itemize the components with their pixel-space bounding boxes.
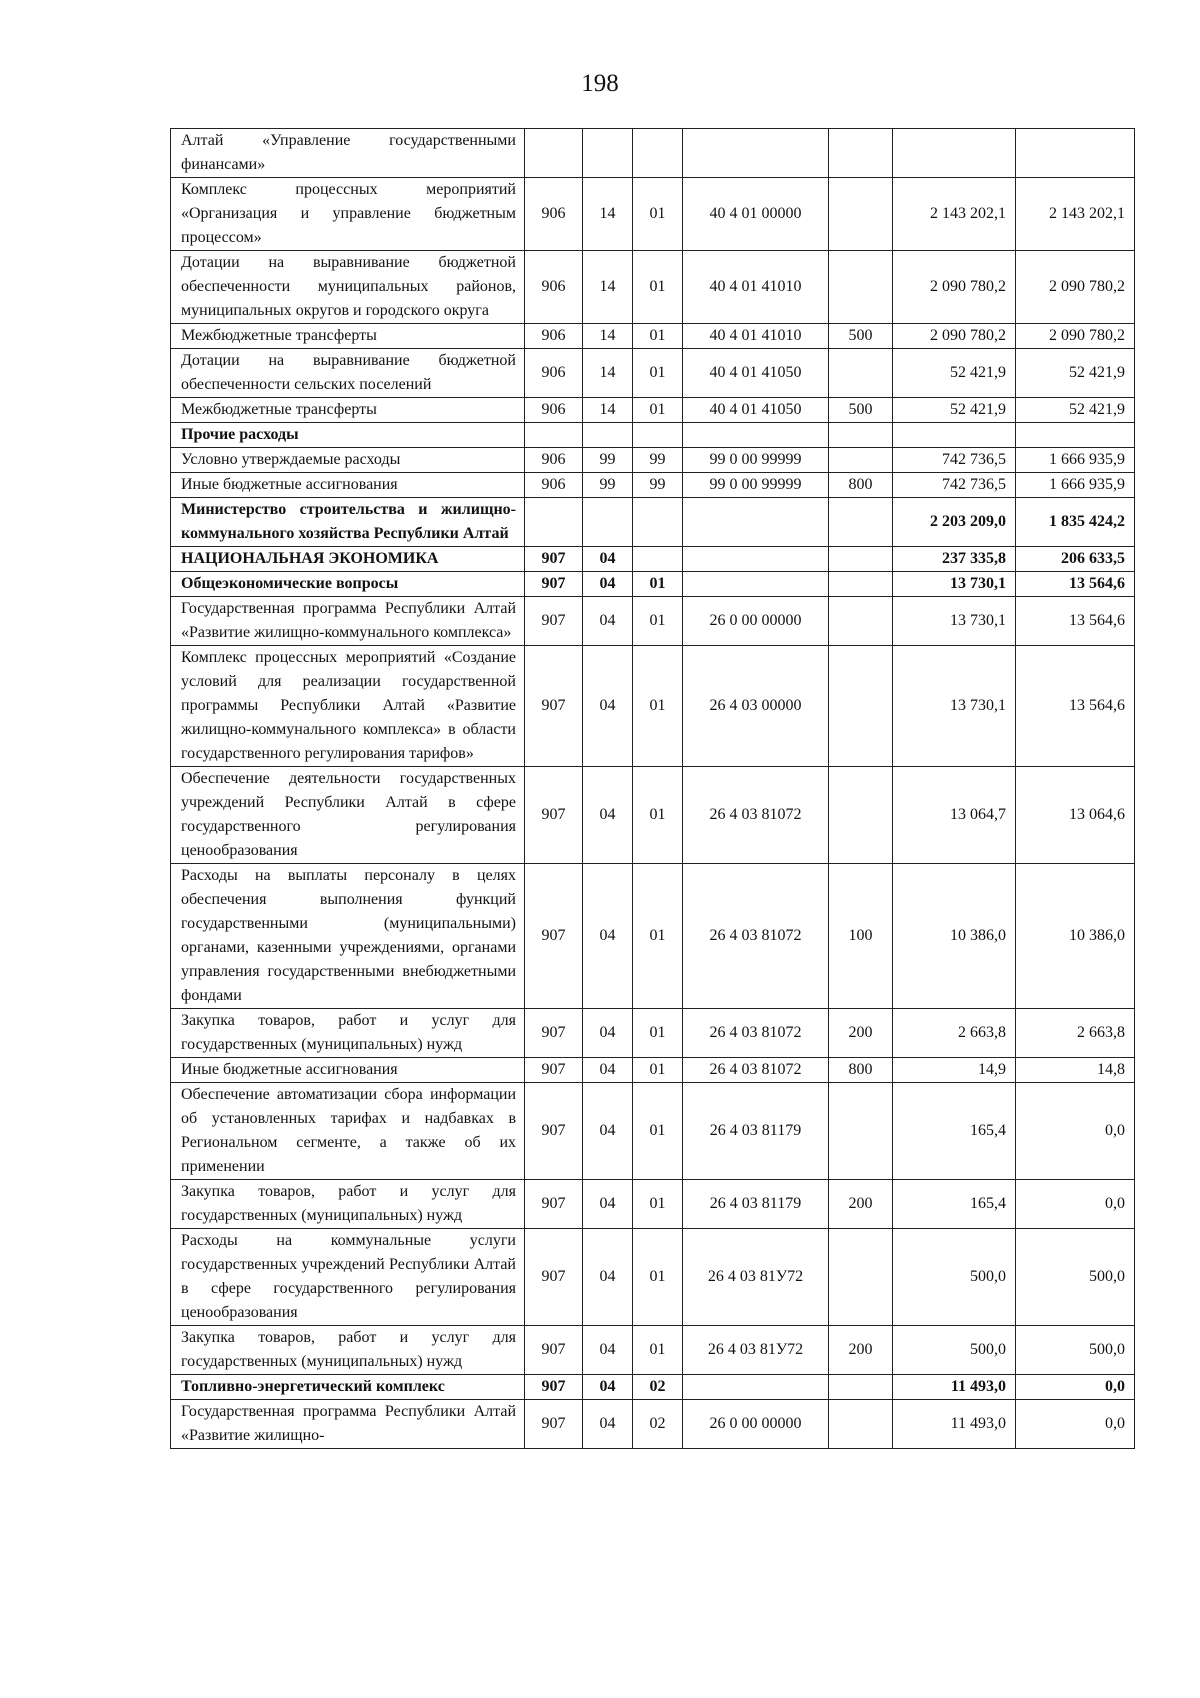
code-subsection: [633, 129, 683, 178]
code-grbs: 906: [525, 251, 583, 324]
code-expense-type: [829, 646, 893, 767]
table-row: [171, 1400, 1135, 1449]
code-section: 04: [583, 1229, 633, 1326]
code-section: 14: [583, 251, 633, 324]
amount-year-2: 0,0: [1016, 1375, 1135, 1400]
item-name: Дотации на выравнивание бюджетной обеспеченности муниципальных районов, муниципальных округов и городского округа: [171, 251, 525, 324]
item-name: Комплекс процессных мероприятий «Организация и управление бюджетным процессом»: [171, 178, 525, 251]
code-target-article: 26 4 03 81У72: [683, 1229, 829, 1326]
page-number: 198: [581, 70, 619, 97]
code-section: 04: [583, 572, 633, 597]
amount-year-1: 742 736,5: [893, 473, 1016, 498]
amount-year-1: 2 090 780,2: [893, 251, 1016, 324]
code-section: 04: [583, 646, 633, 767]
amount-year-2: 206 633,5: [1016, 547, 1135, 572]
amount-year-1: 52 421,9: [893, 349, 1016, 398]
table-row: [171, 423, 1135, 448]
table-row: [171, 498, 1135, 547]
code-section: 14: [583, 324, 633, 349]
table-row: [171, 129, 1135, 178]
code-subsection: 01: [633, 349, 683, 398]
amount-year-2: 52 421,9: [1016, 398, 1135, 423]
item-name: НАЦИОНАЛЬНАЯ ЭКОНОМИКА: [171, 547, 525, 572]
code-grbs: 907: [525, 597, 583, 646]
amount-year-1: 11 493,0: [893, 1375, 1016, 1400]
code-section: 04: [583, 547, 633, 572]
amount-year-2: 10 386,0: [1016, 864, 1135, 1009]
amount-year-1: 2 090 780,2: [893, 324, 1016, 349]
table-row: [171, 1375, 1135, 1400]
code-subsection: 01: [633, 1083, 683, 1180]
code-expense-type: [829, 251, 893, 324]
code-grbs: 907: [525, 864, 583, 1009]
item-name: Обеспечение автоматизации сбора информации об установленных тарифах и надбавках в Региональном сегменте, а также об их применении: [171, 1083, 525, 1180]
item-name: Общеэкономические вопросы: [171, 572, 525, 597]
amount-year-2: 1 666 935,9: [1016, 448, 1135, 473]
item-name: Государственная программа Республики Алтай «Развитие жилищно-коммунального комплекса»: [171, 597, 525, 646]
amount-year-1: 742 736,5: [893, 448, 1016, 473]
code-section: 14: [583, 178, 633, 251]
code-grbs: 907: [525, 1326, 583, 1375]
code-target-article: 40 4 01 41010: [683, 324, 829, 349]
code-target-article: [683, 423, 829, 448]
code-expense-type: [829, 448, 893, 473]
amount-year-1: 13 064,7: [893, 767, 1016, 864]
item-name: Закупка товаров, работ и услуг для государственных (муниципальных) нужд: [171, 1180, 525, 1229]
item-name: Закупка товаров, работ и услуг для государственных (муниципальных) нужд: [171, 1009, 525, 1058]
code-section: [583, 498, 633, 547]
code-section: [583, 129, 633, 178]
code-target-article: 40 4 01 41050: [683, 398, 829, 423]
amount-year-1: 52 421,9: [893, 398, 1016, 423]
code-target-article: 26 4 03 81072: [683, 864, 829, 1009]
code-subsection: 02: [633, 1400, 683, 1449]
table-row: [171, 767, 1135, 864]
amount-year-2: 2 090 780,2: [1016, 251, 1135, 324]
code-expense-type: [829, 767, 893, 864]
table-row: [171, 1083, 1135, 1180]
code-subsection: 01: [633, 1009, 683, 1058]
amount-year-1: 13 730,1: [893, 597, 1016, 646]
code-target-article: 40 4 01 41010: [683, 251, 829, 324]
code-subsection: 01: [633, 864, 683, 1009]
code-subsection: 01: [633, 1229, 683, 1326]
code-expense-type: [829, 572, 893, 597]
item-name: Закупка товаров, работ и услуг для государственных (муниципальных) нужд: [171, 1326, 525, 1375]
code-expense-type: [829, 1375, 893, 1400]
code-expense-type: [829, 547, 893, 572]
code-section: 04: [583, 1083, 633, 1180]
code-grbs: [525, 423, 583, 448]
code-target-article: 26 4 03 81У72: [683, 1326, 829, 1375]
amount-year-1: 165,4: [893, 1180, 1016, 1229]
code-grbs: 907: [525, 547, 583, 572]
item-name: Комплекс процессных мероприятий «Создание условий для реализации государственной программы Республики Алтай «Развитие жилищно-коммунального комплекса» в области государственного регулирования тарифов»: [171, 646, 525, 767]
code-section: 04: [583, 767, 633, 864]
item-name: Дотации на выравнивание бюджетной обеспеченности сельских поселений: [171, 349, 525, 398]
amount-year-2: 2 143 202,1: [1016, 178, 1135, 251]
amount-year-1: 237 335,8: [893, 547, 1016, 572]
amount-year-2: 1 666 935,9: [1016, 473, 1135, 498]
code-expense-type: [829, 423, 893, 448]
table-row: [171, 448, 1135, 473]
code-subsection: 01: [633, 597, 683, 646]
code-subsection: 01: [633, 1326, 683, 1375]
code-expense-type: 200: [829, 1326, 893, 1375]
table-row: [171, 1180, 1135, 1229]
code-grbs: 906: [525, 398, 583, 423]
code-target-article: 40 4 01 41050: [683, 349, 829, 398]
code-grbs: [525, 498, 583, 547]
code-subsection: 01: [633, 178, 683, 251]
code-grbs: 907: [525, 1375, 583, 1400]
code-section: 99: [583, 473, 633, 498]
code-expense-type: 800: [829, 1058, 893, 1083]
code-section: 04: [583, 1400, 633, 1449]
item-name: Расходы на выплаты персоналу в целях обеспечения выполнения функций государственными (муниципальными) органами, казенными учреждениями, органами управления государственными внебюджетными фондами: [171, 864, 525, 1009]
code-subsection: 01: [633, 646, 683, 767]
code-grbs: 907: [525, 1009, 583, 1058]
item-name: Межбюджетные трансферты: [171, 398, 525, 423]
code-subsection: 01: [633, 1180, 683, 1229]
amount-year-1: 2 143 202,1: [893, 178, 1016, 251]
code-expense-type: [829, 129, 893, 178]
code-expense-type: [829, 498, 893, 547]
amount-year-1: 11 493,0: [893, 1400, 1016, 1449]
code-target-article: 26 4 03 81179: [683, 1083, 829, 1180]
amount-year-1: 2 663,8: [893, 1009, 1016, 1058]
code-target-article: 40 4 01 00000: [683, 178, 829, 251]
code-grbs: 906: [525, 448, 583, 473]
code-section: 04: [583, 1326, 633, 1375]
code-target-article: 99 0 00 99999: [683, 448, 829, 473]
item-name: Алтай «Управление государственными финансами»: [171, 129, 525, 178]
table-row: [171, 1229, 1135, 1326]
code-subsection: 01: [633, 324, 683, 349]
code-grbs: 907: [525, 1180, 583, 1229]
code-expense-type: 200: [829, 1180, 893, 1229]
table-row: [171, 864, 1135, 1009]
table-row: [171, 597, 1135, 646]
amount-year-2: 500,0: [1016, 1229, 1135, 1326]
code-target-article: 26 4 03 81072: [683, 1058, 829, 1083]
code-target-article: [683, 498, 829, 547]
amount-year-1: 2 203 209,0: [893, 498, 1016, 547]
amount-year-2: [1016, 423, 1135, 448]
code-expense-type: 100: [829, 864, 893, 1009]
code-grbs: 907: [525, 572, 583, 597]
amount-year-2: 500,0: [1016, 1326, 1135, 1375]
table-row: [171, 349, 1135, 398]
amount-year-1: 500,0: [893, 1326, 1016, 1375]
amount-year-1: 14,9: [893, 1058, 1016, 1083]
code-grbs: 906: [525, 473, 583, 498]
amount-year-2: [1016, 129, 1135, 178]
code-expense-type: [829, 597, 893, 646]
code-expense-type: [829, 349, 893, 398]
table-row: [171, 1326, 1135, 1375]
item-name: Обеспечение деятельности государственных учреждений Республики Алтай в сфере государственного регулирования ценообразования: [171, 767, 525, 864]
table-row: [171, 572, 1135, 597]
code-target-article: [683, 1375, 829, 1400]
code-subsection: 01: [633, 251, 683, 324]
code-grbs: 906: [525, 349, 583, 398]
code-target-article: 26 4 03 81072: [683, 767, 829, 864]
code-section: [583, 423, 633, 448]
amount-year-1: 500,0: [893, 1229, 1016, 1326]
table-row: [171, 646, 1135, 767]
code-grbs: 907: [525, 1058, 583, 1083]
code-expense-type: 200: [829, 1009, 893, 1058]
item-name: Условно утверждаемые расходы: [171, 448, 525, 473]
code-subsection: 99: [633, 473, 683, 498]
amount-year-2: 14,8: [1016, 1058, 1135, 1083]
code-section: 14: [583, 398, 633, 423]
code-expense-type: [829, 1400, 893, 1449]
amount-year-1: [893, 129, 1016, 178]
code-target-article: 26 4 03 00000: [683, 646, 829, 767]
code-expense-type: 800: [829, 473, 893, 498]
code-section: 04: [583, 1180, 633, 1229]
table-row: [171, 324, 1135, 349]
table-row: [171, 178, 1135, 251]
code-target-article: 26 0 00 00000: [683, 1400, 829, 1449]
item-name: Топливно-энергетический комплекс: [171, 1375, 525, 1400]
code-grbs: 907: [525, 767, 583, 864]
code-section: 04: [583, 1009, 633, 1058]
code-expense-type: [829, 1229, 893, 1326]
code-expense-type: [829, 178, 893, 251]
amount-year-2: 2 663,8: [1016, 1009, 1135, 1058]
item-name: Государственная программа Республики Алтай «Развитие жилищно-: [171, 1400, 525, 1449]
code-section: 14: [583, 349, 633, 398]
code-expense-type: 500: [829, 324, 893, 349]
amount-year-2: 2 090 780,2: [1016, 324, 1135, 349]
code-target-article: 26 0 00 00000: [683, 597, 829, 646]
table-row: [171, 1058, 1135, 1083]
amount-year-2: 0,0: [1016, 1180, 1135, 1229]
code-subsection: [633, 498, 683, 547]
code-section: 04: [583, 864, 633, 1009]
amount-year-1: 10 386,0: [893, 864, 1016, 1009]
code-target-article: [683, 129, 829, 178]
code-target-article: 99 0 00 99999: [683, 473, 829, 498]
budget-table: [170, 128, 1135, 1449]
item-name: Прочие расходы: [171, 423, 525, 448]
table-row: [171, 473, 1135, 498]
amount-year-2: 0,0: [1016, 1400, 1135, 1449]
code-subsection: 01: [633, 572, 683, 597]
table-row: [171, 251, 1135, 324]
code-subsection: [633, 547, 683, 572]
item-name: Иные бюджетные ассигнования: [171, 473, 525, 498]
code-target-article: [683, 572, 829, 597]
amount-year-1: 165,4: [893, 1083, 1016, 1180]
code-grbs: 907: [525, 1229, 583, 1326]
code-grbs: 906: [525, 178, 583, 251]
amount-year-2: 0,0: [1016, 1083, 1135, 1180]
amount-year-2: 52 421,9: [1016, 349, 1135, 398]
code-target-article: [683, 547, 829, 572]
code-subsection: 02: [633, 1375, 683, 1400]
code-subsection: 01: [633, 398, 683, 423]
code-grbs: 907: [525, 1083, 583, 1180]
amount-year-1: 13 730,1: [893, 646, 1016, 767]
item-name: Министерство строительства и жилищно-коммунального хозяйства Республики Алтай: [171, 498, 525, 547]
code-expense-type: 500: [829, 398, 893, 423]
code-section: 04: [583, 597, 633, 646]
amount-year-1: 13 730,1: [893, 572, 1016, 597]
code-subsection: 99: [633, 448, 683, 473]
table-row: [171, 1009, 1135, 1058]
budget-table-body: [171, 129, 1135, 1449]
code-section: 04: [583, 1375, 633, 1400]
amount-year-2: 13 064,6: [1016, 767, 1135, 864]
amount-year-2: 13 564,6: [1016, 597, 1135, 646]
code-grbs: [525, 129, 583, 178]
table-row: [171, 398, 1135, 423]
table-row: [171, 547, 1135, 572]
code-subsection: [633, 423, 683, 448]
item-name: Расходы на коммунальные услуги государственных учреждений Республики Алтай в сфере государственного регулирования ценообразования: [171, 1229, 525, 1326]
code-target-article: 26 4 03 81072: [683, 1009, 829, 1058]
code-subsection: 01: [633, 767, 683, 864]
code-section: 99: [583, 448, 633, 473]
amount-year-2: 1 835 424,2: [1016, 498, 1135, 547]
code-subsection: 01: [633, 1058, 683, 1083]
code-section: 04: [583, 1058, 633, 1083]
amount-year-2: 13 564,6: [1016, 646, 1135, 767]
item-name: Иные бюджетные ассигнования: [171, 1058, 525, 1083]
amount-year-2: 13 564,6: [1016, 572, 1135, 597]
item-name: Межбюджетные трансферты: [171, 324, 525, 349]
code-grbs: 906: [525, 324, 583, 349]
code-target-article: 26 4 03 81179: [683, 1180, 829, 1229]
code-grbs: 907: [525, 646, 583, 767]
code-grbs: 907: [525, 1400, 583, 1449]
code-expense-type: [829, 1083, 893, 1180]
amount-year-1: [893, 423, 1016, 448]
